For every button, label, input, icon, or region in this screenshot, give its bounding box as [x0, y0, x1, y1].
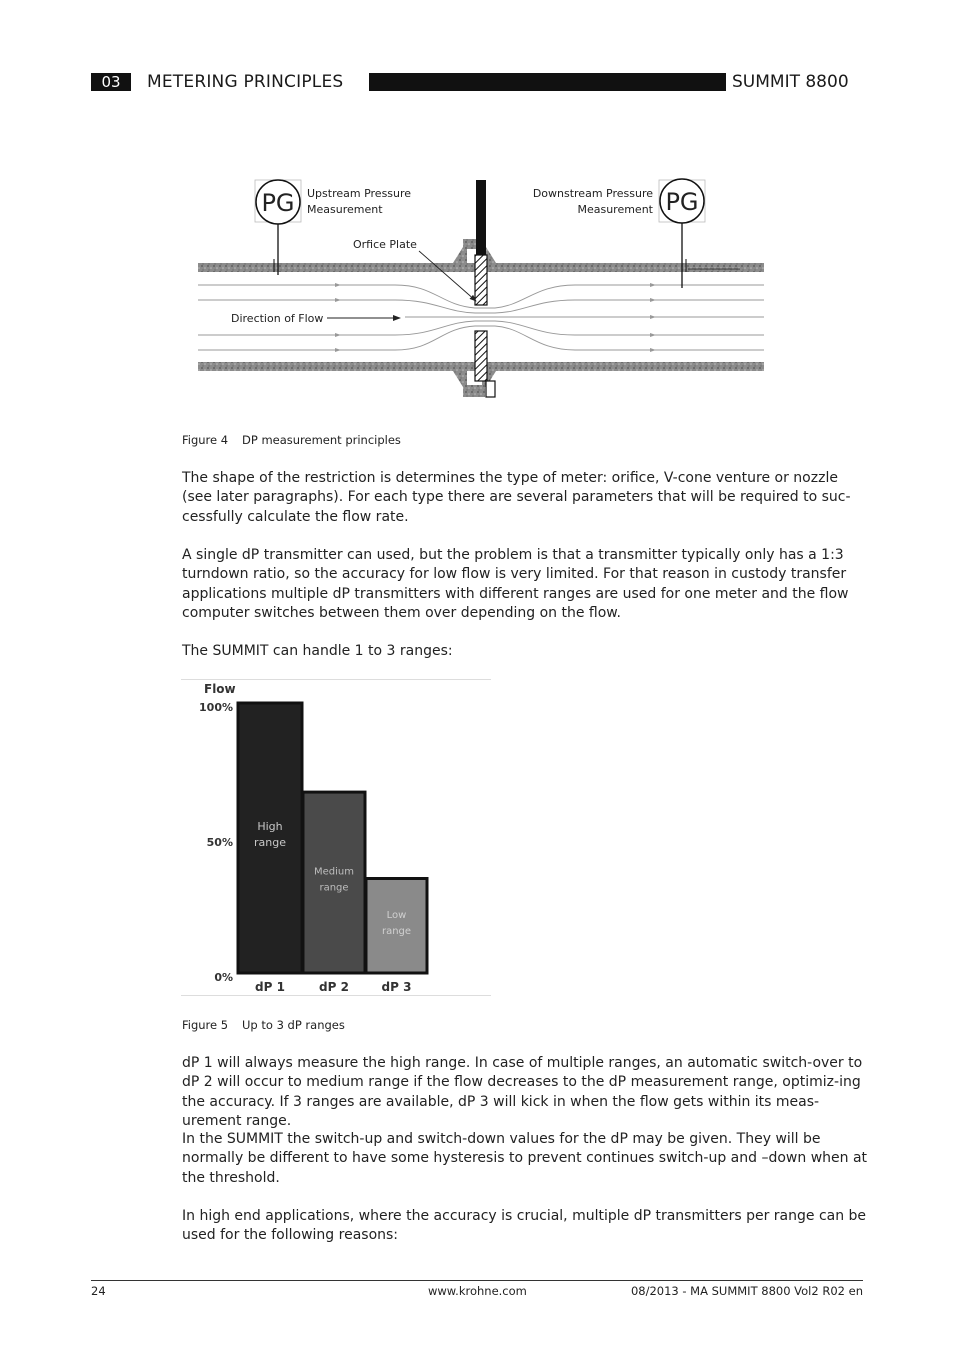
- chapter-number: 03: [91, 73, 131, 91]
- x-tick-label: dP 3: [381, 980, 412, 994]
- upstream-label-2: Measurement: [307, 203, 383, 216]
- plate-stem: [476, 180, 486, 256]
- bar-label: range: [254, 836, 286, 849]
- bar-label: Low: [386, 909, 407, 921]
- paragraph-3: The SUMMIT can handle 1 to 3 ranges:: [182, 643, 453, 659]
- bar-label: Medium: [314, 866, 354, 878]
- chart-y-label: Flow: [204, 682, 236, 696]
- page-number: 24: [91, 1284, 106, 1298]
- direction-of-flow-label: Direction of Flow: [231, 312, 324, 325]
- x-tick-label: dP 1: [255, 980, 285, 994]
- paragraph-2: A single dP transmitter can used, but the problem is that a transmitter typically only has a 1:3 turndown ratio, so the accuracy for low flow is very limited. For that reason in custody transfer applications multiple dP transmitters with different ranges are used for one meter and the flow computer switches between them over depending on the flow.: [182, 547, 849, 621]
- paragraph-6: In high end applications, where the accuracy is crucial, multiple dP transmitters per range can be used for the following reasons:: [182, 1208, 867, 1244]
- dp-measurement-diagram: [195, 175, 767, 400]
- pg-label-left: PG: [261, 189, 295, 217]
- x-tick-label: dP 2: [319, 980, 349, 994]
- downstream-label-1: Downstream Pressure: [532, 187, 653, 200]
- figure4-number: Figure 4: [182, 433, 229, 447]
- paragraph-4: dP 1 will always measure the high range. In case of multiple ranges, an automatic switch-over to dP 2 will occur to medium range if the flow decreases to the dP measurement range, optimiz-ing the accuracy. If 3 ranges are available, dP 3 will kick in when the flow gets within its meas-urement range.: [182, 1055, 863, 1129]
- figure5-caption-text: Up to 3 dP ranges: [242, 1018, 345, 1032]
- bar-label: High: [257, 820, 283, 833]
- orifice-plate-bottom: [475, 331, 487, 381]
- dp-ranges-chart: [181, 679, 491, 997]
- y-tick-label: 50%: [206, 836, 233, 849]
- upstream-label-1: Upstream Pressure: [307, 187, 412, 200]
- figure4-caption: [182, 433, 401, 447]
- y-tick-label: 100%: [199, 701, 233, 714]
- figure5-caption: [182, 1018, 345, 1032]
- footer-rule: [91, 1280, 863, 1281]
- paragraph-1: The shape of the restriction is determines the type of meter: orifice, V-cone venture or nozzle (see later paragraphs). For each type there are several parameters that will be required to suc-cessfully calculate the flow rate.: [182, 470, 851, 525]
- y-tick-label: 0%: [214, 971, 233, 984]
- header-rule-bar: [369, 73, 726, 91]
- orifice-plate-label: Orfice Plate: [353, 238, 417, 251]
- figure4-caption-text: DP measurement principles: [242, 433, 401, 447]
- chapter-title: METERING PRINCIPLES: [147, 72, 344, 92]
- figure5-number: Figure 5: [182, 1018, 229, 1032]
- footer-website[interactable]: www.krohne.com: [428, 1284, 527, 1298]
- orifice-plate-top: [475, 255, 487, 305]
- pg-label-right: PG: [665, 188, 699, 216]
- bar-label: range: [319, 882, 349, 894]
- footer-doc-reference: 08/2013 - MA SUMMIT 8800 Vol2 R02 en: [630, 1284, 863, 1298]
- product-name: SUMMIT 8800: [732, 72, 849, 92]
- bar-label: range: [381, 925, 412, 937]
- downstream-label-2: Measurement: [577, 203, 653, 216]
- paragraph-5: In the SUMMIT the switch-up and switch-down values for the dP may be given. They will be normally be different to have some hysteresis to prevent continues switch-up and –down when at the threshold.: [182, 1131, 868, 1186]
